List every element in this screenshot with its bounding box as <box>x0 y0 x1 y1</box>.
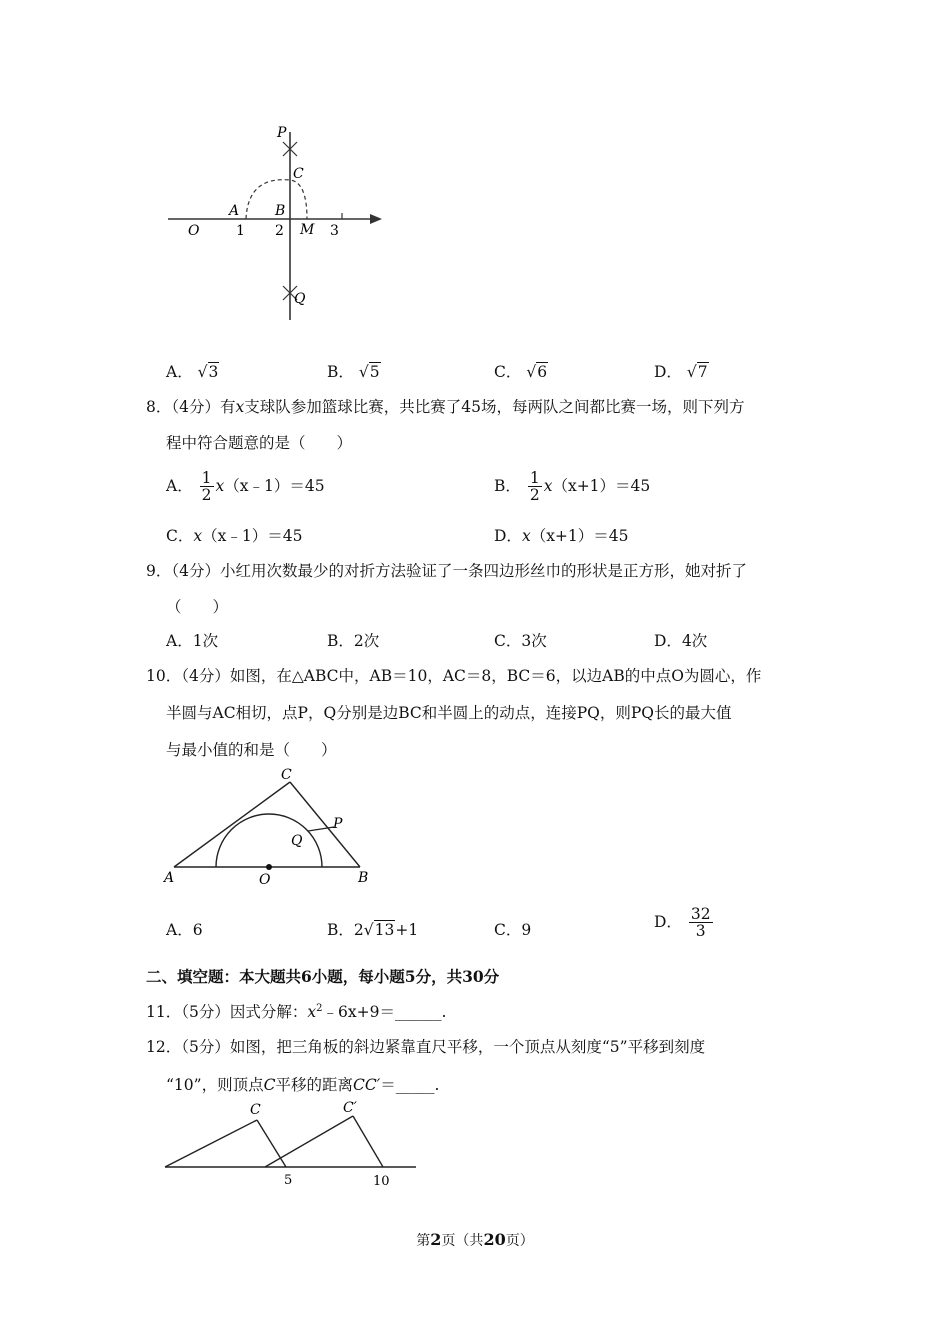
q7-tick-3: 3 <box>330 223 339 239</box>
q9-option-a[interactable]: A．1次 <box>166 632 219 650</box>
q7-option-c[interactable] <box>494 360 548 382</box>
q10-label-P: P <box>333 816 343 832</box>
fraction: $\frac{1}{2}$ <box>201 469 212 505</box>
q7-option-b[interactable] <box>327 360 381 382</box>
q12-label-Cprime: C′ <box>343 1100 357 1116</box>
fraction: $\frac{1}{2}$ <box>529 469 540 505</box>
q12-stem-line2: “10”，则顶点C平移的距离CC′＝_____. <box>166 1076 440 1094</box>
q7-label-A: A <box>229 203 240 219</box>
q7-label-O: O <box>188 223 200 239</box>
page-total: 20 <box>483 1230 506 1249</box>
q10-label-A: A <box>164 870 175 886</box>
answer-blank[interactable]: _____ <box>395 1076 435 1094</box>
q8-option-c[interactable]: C．x（x﹣1）＝45 <box>166 527 303 545</box>
q7-option-d[interactable] <box>654 360 709 382</box>
q9-option-d[interactable]: D．4次 <box>654 632 708 650</box>
sqrt-expression: √13 <box>363 921 395 939</box>
q10-option-b[interactable]: B．2√13+1 <box>327 921 419 939</box>
q10-label-C: C <box>281 767 292 783</box>
q10-stem-line1: 10．（4分）如图，在△ABC中，AB＝10，AC＝8，BC＝6，以边AB的中点O为圆心，作 <box>146 667 762 685</box>
sqrt-expression: √7 <box>686 363 708 381</box>
q7-label-Q: Q <box>294 291 306 307</box>
q10-label-B: B <box>358 870 369 886</box>
page-number: 2 <box>430 1230 442 1249</box>
q10-label-O: O <box>259 872 271 888</box>
q12-stem-line1: 12．（5分）如图，把三角板的斜边紧靠直尺平移，一个顶点从刻度“5”平移到刻度 <box>146 1038 706 1056</box>
q12-tick-5: 5 <box>284 1173 293 1188</box>
q12-tick-10: 10 <box>373 1174 390 1189</box>
answer-blank[interactable]: ______ <box>394 1003 442 1021</box>
q7-label-P: P <box>277 125 287 141</box>
sqrt-expression: √6 <box>526 363 548 381</box>
q9-stem-line2: （ ） <box>166 598 229 616</box>
option-letter: C． <box>494 363 522 381</box>
option-letter: D． <box>654 363 682 381</box>
q8-stem-line2: 程中符合题意的是（ ） <box>166 434 353 452</box>
q10-option-d[interactable]: D． $\frac{32}{3}$ <box>654 905 711 941</box>
q7-label-M: M <box>300 222 315 238</box>
sqrt-expression: √3 <box>197 363 219 381</box>
q12-label-C: C <box>250 1102 261 1118</box>
page-footer: 第2页（共20页） <box>416 1230 534 1249</box>
q7-label-B: B <box>275 203 286 219</box>
q10-stem-line2: 半圆与AC相切，点P，Q分别是边BC和半圆上的动点，连接PQ，则PQ长的最大值 <box>166 704 732 722</box>
q12-figure <box>160 1095 425 1190</box>
q8-option-b[interactable]: B． $\frac{1}{2}$ x（x+1）＝45 <box>494 469 651 505</box>
q10-option-a[interactable]: A．6 <box>166 921 203 939</box>
q7-tick-1: 1 <box>236 223 245 239</box>
q9-option-c[interactable]: C．3次 <box>494 632 547 650</box>
q7-tick-2: 2 <box>275 223 284 239</box>
q10-figure <box>160 765 380 890</box>
sqrt-expression: √5 <box>358 363 380 381</box>
q10-label-Q: Q <box>291 833 303 849</box>
q8-stem-line1: 8．（4分）有x支球队参加篮球比赛，共比赛了45场，每两队之间都比赛一场，则下列方 <box>146 398 745 416</box>
q9-option-b[interactable]: B．2次 <box>327 632 380 650</box>
q7-option-a[interactable] <box>166 360 219 382</box>
q10-option-c[interactable]: C．9 <box>494 921 532 939</box>
q10-stem-line3: 与最小值的和是（ ） <box>166 741 337 759</box>
q7-label-C: C <box>293 166 304 182</box>
section-title: 二、填空题：本大题共6小题，每小题5分，共30分 <box>146 967 500 986</box>
q8-option-d[interactable]: D．x（x+1）＝45 <box>494 527 629 545</box>
q9-stem-line1: 9．（4分）小红用次数最少的对折方法验证了一条四边形丝巾的形状是正方形，她对折了 <box>146 562 748 580</box>
fraction: $\frac{32}{3}$ <box>690 905 711 941</box>
q8-option-a[interactable]: A． $\frac{1}{2}$ x（x﹣1）＝45 <box>166 469 325 505</box>
option-letter: A． <box>166 363 193 381</box>
q11-stem: 11．（5分）因式分解：$x^2﹣6x+9=\_\_\_\_\_\_$. <box>146 1002 447 1021</box>
q7-figure <box>160 120 400 330</box>
option-letter: B． <box>327 363 354 381</box>
